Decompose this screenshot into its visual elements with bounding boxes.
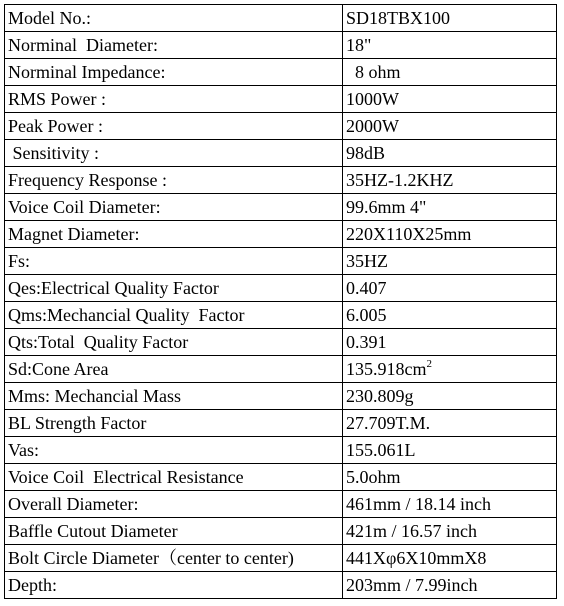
spec-value-text: 461mm / 18.14 inch: [346, 494, 491, 514]
spec-label: [5, 410, 343, 437]
table-row: [5, 383, 557, 410]
spec-value: [343, 32, 557, 59]
spec-value-text: 135.918cm: [346, 359, 427, 379]
spec-value: [343, 572, 557, 599]
table-row: [5, 5, 557, 32]
spec-value-text: 8 ohm: [346, 62, 401, 82]
spec-label-text: RMS Power :: [8, 89, 107, 109]
spec-value-text: 18": [346, 35, 372, 55]
table-row: [5, 140, 557, 167]
spec-label-text: Norminal Diameter:: [8, 35, 158, 55]
spec-label-text: Voice Coil Electrical Resistance: [8, 467, 244, 487]
spec-value-text: 230.809g: [346, 386, 414, 406]
spec-label-text: Qts:Total Quality Factor: [8, 332, 189, 352]
spec-label: [5, 32, 343, 59]
spec-label: [5, 194, 343, 221]
spec-label: [5, 518, 343, 545]
spec-label-text: Qms:Mechancial Quality Factor: [8, 305, 245, 325]
spec-label: [5, 464, 343, 491]
spec-value-text: SD18TBX100: [346, 8, 451, 28]
spec-value-text: 421m / 16.57 inch: [346, 521, 477, 541]
spec-label: [5, 275, 343, 302]
spec-value: [343, 86, 557, 113]
spec-label: [5, 113, 343, 140]
spec-label: [5, 383, 343, 410]
table-row: [5, 518, 557, 545]
spec-value: [343, 437, 557, 464]
spec-label-text: Sensitivity :: [8, 143, 100, 163]
spec-table: [4, 4, 557, 599]
spec-value-text: 0.391: [346, 332, 387, 352]
table-row: [5, 491, 557, 518]
table-row: [5, 275, 557, 302]
spec-value: [343, 113, 557, 140]
table-row: [5, 437, 557, 464]
spec-label-text: Norminal Impedance:: [8, 62, 166, 82]
table-row: [5, 302, 557, 329]
spec-value-text: 441Xφ6X10mmX8: [346, 548, 487, 568]
spec-value: [343, 275, 557, 302]
spec-value: [343, 167, 557, 194]
spec-label: [5, 437, 343, 464]
spec-value-text: 6.005: [346, 305, 387, 325]
table-row: [5, 464, 557, 491]
spec-value: [343, 410, 557, 437]
spec-label-text: Sd:Cone Area: [8, 359, 109, 379]
spec-label-text: Baffle Cutout Diameter: [8, 521, 178, 541]
spec-label: [5, 221, 343, 248]
spec-value: [343, 545, 557, 572]
spec-value-superscript: 2: [426, 358, 432, 370]
spec-value: [343, 464, 557, 491]
spec-label: [5, 248, 343, 275]
table-row: [5, 329, 557, 356]
spec-label-text: Peak Power :: [8, 116, 103, 136]
spec-value-text: 203mm / 7.99inch: [346, 575, 478, 595]
spec-value-text: 155.061L: [346, 440, 416, 460]
table-row: [5, 59, 557, 86]
spec-label-text: Frequency Response :: [8, 170, 167, 190]
spec-label: [5, 356, 343, 383]
spec-label-text: Model No.:: [8, 8, 91, 28]
spec-label-text: Mms: Mechancial Mass: [8, 386, 181, 406]
spec-label-text: Vas:: [8, 440, 39, 460]
table-row: [5, 410, 557, 437]
spec-value: [343, 59, 557, 86]
table-row: [5, 545, 557, 572]
spec-value-text: 220X110X25mm: [346, 224, 472, 244]
spec-value: [343, 221, 557, 248]
spec-label-text: BL Strength Factor: [8, 413, 147, 433]
table-row: [5, 167, 557, 194]
spec-label: [5, 491, 343, 518]
spec-value-text: 99.6mm 4": [346, 197, 427, 217]
spec-value-text: 35HZ: [346, 251, 388, 271]
spec-label: [5, 140, 343, 167]
spec-label: [5, 545, 343, 572]
spec-label: [5, 5, 343, 32]
table-row: [5, 248, 557, 275]
spec-value-text: 27.709T.M.: [346, 413, 431, 433]
spec-table-body: [5, 5, 557, 599]
spec-value: [343, 491, 557, 518]
spec-label: [5, 167, 343, 194]
spec-label-text: Bolt Circle Diameter（center to center): [8, 548, 294, 568]
spec-label: [5, 572, 343, 599]
table-row: [5, 572, 557, 599]
spec-value-text: 5.0ohm: [346, 467, 401, 487]
spec-value-text: 35HZ-1.2KHZ: [346, 170, 454, 190]
spec-label-text: Qes:Electrical Quality Factor: [8, 278, 219, 298]
table-row: [5, 113, 557, 140]
spec-value: [343, 329, 557, 356]
spec-label: [5, 329, 343, 356]
table-row: [5, 32, 557, 59]
spec-value: [343, 194, 557, 221]
spec-value-text: 0.407: [346, 278, 387, 298]
spec-value: [343, 248, 557, 275]
spec-value: [343, 356, 557, 383]
spec-label: [5, 302, 343, 329]
spec-value-text: 1000W: [346, 89, 399, 109]
spec-label-text: Magnet Diameter:: [8, 224, 140, 244]
spec-value: [343, 518, 557, 545]
table-row: [5, 194, 557, 221]
spec-label: [5, 86, 343, 113]
spec-value-text: 2000W: [346, 116, 399, 136]
spec-label-text: Voice Coil Diameter:: [8, 197, 161, 217]
spec-value-text: 98dB: [346, 143, 386, 163]
table-row: [5, 356, 557, 383]
table-row: [5, 86, 557, 113]
table-row: [5, 221, 557, 248]
spec-value: [343, 5, 557, 32]
spec-label-text: Overall Diameter:: [8, 494, 139, 514]
spec-label-text: Fs:: [8, 251, 31, 271]
spec-value: [343, 383, 557, 410]
spec-label-text: Depth:: [8, 575, 57, 595]
spec-value: [343, 302, 557, 329]
spec-value: [343, 140, 557, 167]
spec-label: [5, 59, 343, 86]
